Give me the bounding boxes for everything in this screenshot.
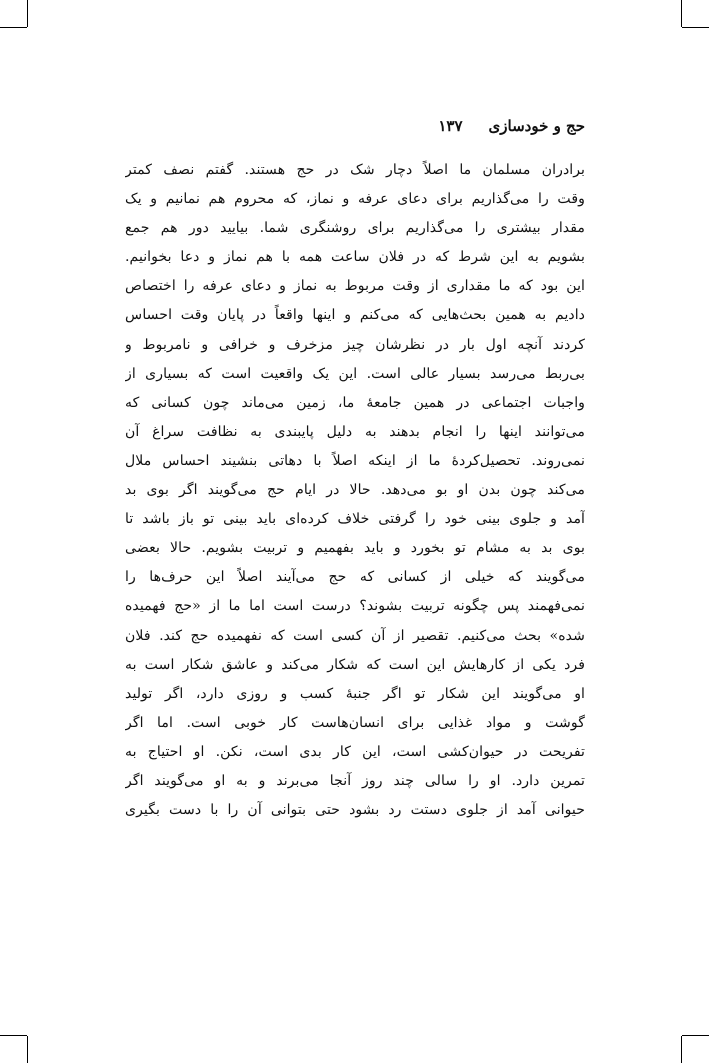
crop-mark-bottom-left-vertical <box>27 1036 28 1063</box>
text-line: برادران مسلمان ما اصلاً دچار شک در حج هستند. گفتم نصف کمتر <box>125 162 585 178</box>
text-line: او می‌گویند این شکار تو اگر جنبهٔ کسب و روزی دارد، اگر تولید <box>125 685 585 702</box>
text-line: گوشت و مواد غذایی برای انسان‌هاست کار خوبی است. اما اگر <box>125 714 585 731</box>
text-line: می‌توانند اینها را انجام بدهند به دلیل پایبندی به نظافت سراغ آن <box>125 423 585 440</box>
body-text <box>125 156 585 825</box>
text-line: تفریحت در حیوان‌کشی است، این کار بدی است، نکن. او احتیاج به <box>125 743 585 760</box>
text-line: نمی‌فهمند پس چگونه تربیت بشوند؟ درست است اما ما از «حج فهمیده <box>125 598 585 615</box>
text-line: تمرین دارد. او را سالی چند روز آنجا می‌برند و به او می‌گویند اگر <box>125 772 585 789</box>
text-line: وقت را می‌گذاریم برای دعای عرفه و نماز، که محروم هم نمانیم و یک <box>125 191 585 208</box>
text-line: شده» بحث می‌کنیم. تقصیر از آن کسی است که نفهمیده حج کند. فلان <box>125 627 585 644</box>
text-line: کردند آنچه اول بار در نظرشان چیز مزخرف و خرافی و نامربوط و <box>125 336 585 353</box>
text-line: بشویم به این شرط که در فلان ساعت همه با هم نماز و دعا بخوانیم. <box>125 249 585 266</box>
text-line: می‌گویند که خیلی از کسانی که حج می‌آیند اصلاً این حرف‌ها را <box>125 569 585 586</box>
text-line: بوی بد به مشام تو بخورد و باید بفهمیم و تربیت بشویم. حالا بعضی <box>125 540 585 557</box>
running-header-title: حج و خودسازی <box>488 117 585 135</box>
text-line: این بود که ما مقداری از وقت مربوط به نماز و دعای عرفه را اختصاص <box>125 278 585 295</box>
text-line: فرد یکی از کارهایش این است که شکار می‌کند و عاشق شکار است به <box>125 656 585 673</box>
crop-mark-top-right-vertical <box>681 0 682 27</box>
crop-mark-top-right-horizontal <box>682 27 709 28</box>
running-header <box>125 112 585 140</box>
text-line: واجبات اجتماعی در همین جامعهٔ ما، زمین می‌ماند چون کسانی که <box>125 394 585 411</box>
text-line: آمد و جلوی بینی خود را گرفتی خلاف کرده‌ای باید بینی تو باز باشد تا <box>125 511 585 528</box>
crop-mark-bottom-right-horizontal <box>682 1035 709 1036</box>
text-line: نمی‌روند. تحصیل‌کردهٔ ما از اینکه اصلاً با دهاتی بنشیند احساس ملال <box>125 452 585 469</box>
crop-mark-top-left-horizontal <box>0 27 27 28</box>
text-line: مقدار بیشتری را می‌گذاریم برای روشنگری شما. بیایید دور هم جمع <box>125 220 585 237</box>
page-number: ۱۳۷ <box>438 117 463 135</box>
crop-mark-top-left-vertical <box>27 0 28 27</box>
text-line: حیوانی آمد از جلوی دستت رد بشود حتی بتوانی آن را با دست بگیری <box>125 802 585 819</box>
text-line: دادیم به همین بحث‌هایی که می‌کنم و اینها واقعاً در پایان وقت احساس <box>125 307 585 324</box>
crop-mark-bottom-right-vertical <box>681 1036 682 1063</box>
text-line: می‌کند چون بدن او بو می‌دهد. حالا در ایام حج می‌گویند اگر بوی بد <box>125 482 585 499</box>
text-line: بی‌ربط می‌رسد بسیار عالی است. این یک واقعیت است که بسیاری از <box>125 365 585 382</box>
crop-mark-bottom-left-horizontal <box>0 1035 27 1036</box>
